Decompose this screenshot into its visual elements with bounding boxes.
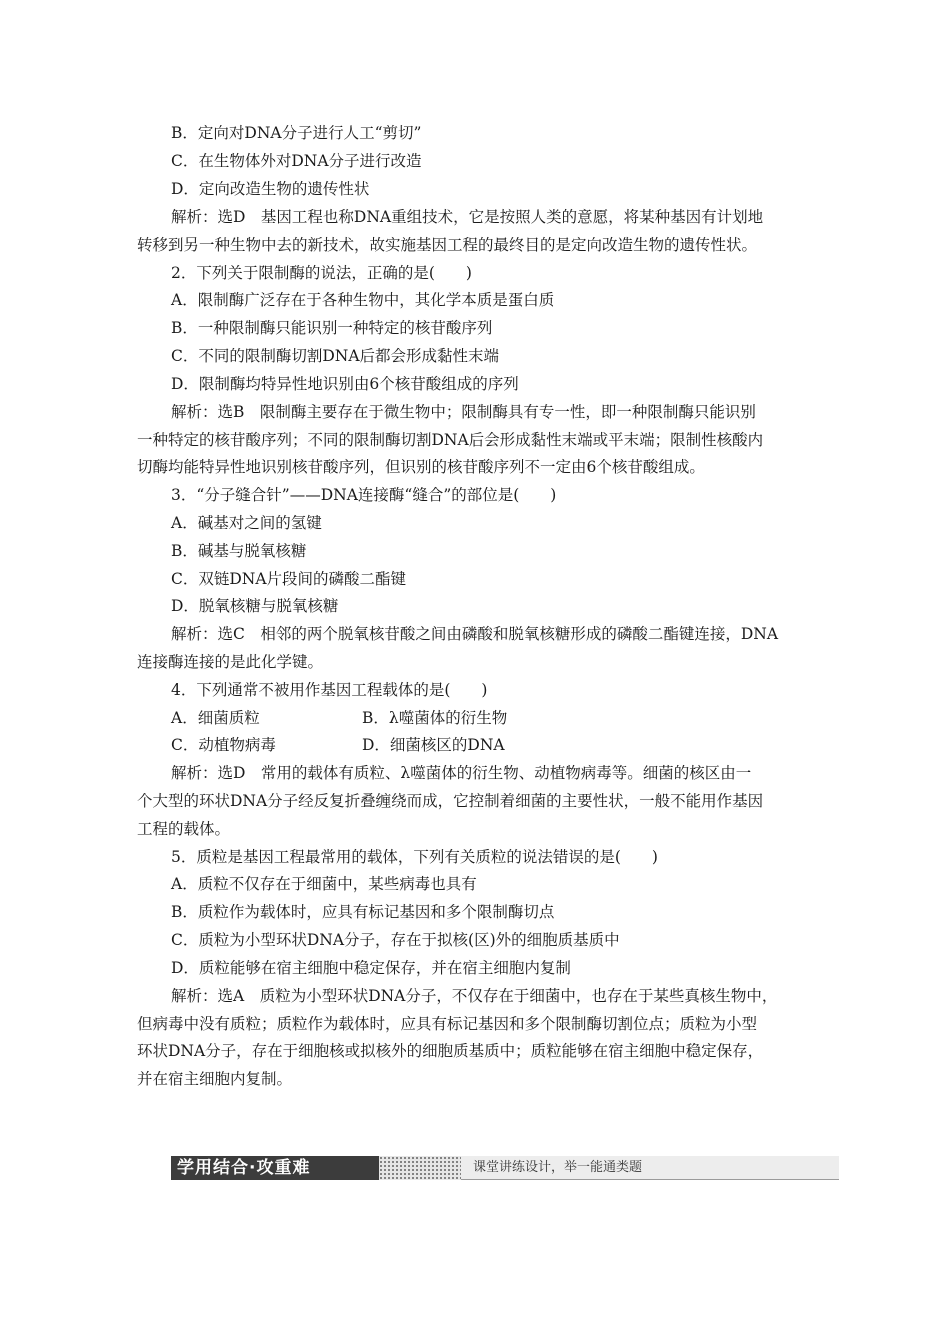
q5-option-b: B．质粒作为载体时，应具有标记基因和多个限制酶切点 (171, 903, 555, 921)
q2-option-c: C．不同的限制酶切割DNA后都会形成黏性末端 (171, 347, 500, 365)
q3-option-b: B．碱基与脱氧核糖 (171, 542, 307, 560)
analysis-3-line-2: 连接酶连接的是此化学键。 (137, 653, 324, 671)
banner-subtitle: 课堂讲练设计，举一能通类题 (461, 1156, 839, 1180)
analysis-5-line-4: 并在宿主细胞内复制。 (137, 1070, 293, 1088)
q4-option-b: B．λ噬菌体的衍生物 (362, 709, 508, 727)
analysis-2-line-2: 一种特定的核苷酸序列；不同的限制酶切割DNA后会形成黏性末端或平末端；限制性核酸内 (137, 431, 764, 449)
analysis-4-line-1: 解析：选D 常用的载体有质粒、λ噬菌体的衍生物、动植物病毒等。细菌的核区由一 (171, 764, 752, 782)
q4-option-d: D．细菌核区的DNA (362, 736, 505, 754)
analysis-2-line-1: 解析：选B 限制酶主要存在于微生物中；限制酶具有专一性，即一种限制酶只能识别 (171, 403, 756, 421)
section-banner (171, 1156, 839, 1180)
q4-option-a: A．细菌质粒 (171, 709, 260, 727)
option-c: C．在生物体外对DNA分子进行改造 (171, 152, 422, 170)
q2-option-a: A．限制酶广泛存在于各种生物中，其化学本质是蛋白质 (171, 291, 555, 309)
option-b: B．定向对DNA分子进行人工“剪切” (171, 124, 422, 142)
question-4: 4．下列通常不被用作基因工程载体的是( ) (171, 681, 488, 699)
banner-title: 学用结合·攻重难 (171, 1156, 379, 1180)
q4-row-1 (0, 707, 950, 729)
analysis-4-line-2: 个大型的环状DNA分子经反复折叠缠绕而成，它控制着细菌的主要性状，一般不能用作基因 (137, 792, 764, 810)
analysis-3-line-1: 解析：选C 相邻的两个脱氧核苷酸之间由磷酸和脱氧核糖形成的磷酸二酯键连接，DNA (171, 625, 779, 643)
question-5: 5．质粒是基因工程最常用的载体，下列有关质粒的说法错误的是( ) (171, 848, 658, 866)
q3-option-a: A．碱基对之间的氢键 (171, 514, 322, 532)
q5-option-a: A．质粒不仅存在于细菌中，某些病毒也具有 (171, 875, 477, 893)
analysis-5-line-1: 解析：选A 质粒为小型环状DNA分子，不仅存在于细菌中，也存在于某些真核生物中， (171, 987, 778, 1005)
option-d: D．定向改造生物的遗传性状 (171, 180, 370, 198)
q2-option-b: B．一种限制酶只能识别一种特定的核苷酸序列 (171, 319, 493, 337)
question-2: 2．下列关于限制酶的说法，正确的是( ) (171, 264, 472, 282)
analysis-5-line-3: 环状DNA分子，存在于细胞核或拟核外的细胞质基质中；质粒能够在宿主细胞中稳定保存， (137, 1042, 764, 1060)
q4-row-2 (0, 734, 950, 756)
q4-option-c: C．动植物病毒 (171, 736, 276, 754)
q3-option-c: C．双链DNA片段间的磷酸二酯键 (171, 570, 407, 588)
analysis-1-line-1: 解析：选D 基因工程也称DNA重组技术，它是按照人类的意愿，将某种基因有计划地 (171, 208, 764, 226)
analysis-1-line-2: 转移到另一种生物中去的新技术，故实施基因工程的最终目的是定向改造生物的遗传性状。 (137, 236, 758, 254)
q5-option-c: C．质粒为小型环状DNA分子，存在于拟核(区)外的细胞质基质中 (171, 931, 620, 949)
q3-option-d: D．脱氧核糖与脱氧核糖 (171, 597, 339, 615)
analysis-2-line-3: 切酶均能特异性地识别核苷酸序列，但识别的核苷酸序列不一定由6个核苷酸组成。 (137, 458, 705, 476)
q2-option-d: D．限制酶均特异性地识别由6个核苷酸组成的序列 (171, 375, 519, 393)
analysis-5-line-2: 但病毒中没有质粒；质粒作为载体时，应具有标记基因和多个限制酶切割位点；质粒为小型 (137, 1015, 758, 1033)
analysis-4-line-3: 工程的载体。 (137, 820, 231, 838)
q5-option-d: D．质粒能够在宿主细胞中稳定保存，并在宿主细胞内复制 (171, 959, 571, 977)
banner-dot-pattern (379, 1156, 461, 1180)
question-3: 3．“分子缝合针”——DNA连接酶“缝合”的部位是( ) (171, 486, 557, 504)
